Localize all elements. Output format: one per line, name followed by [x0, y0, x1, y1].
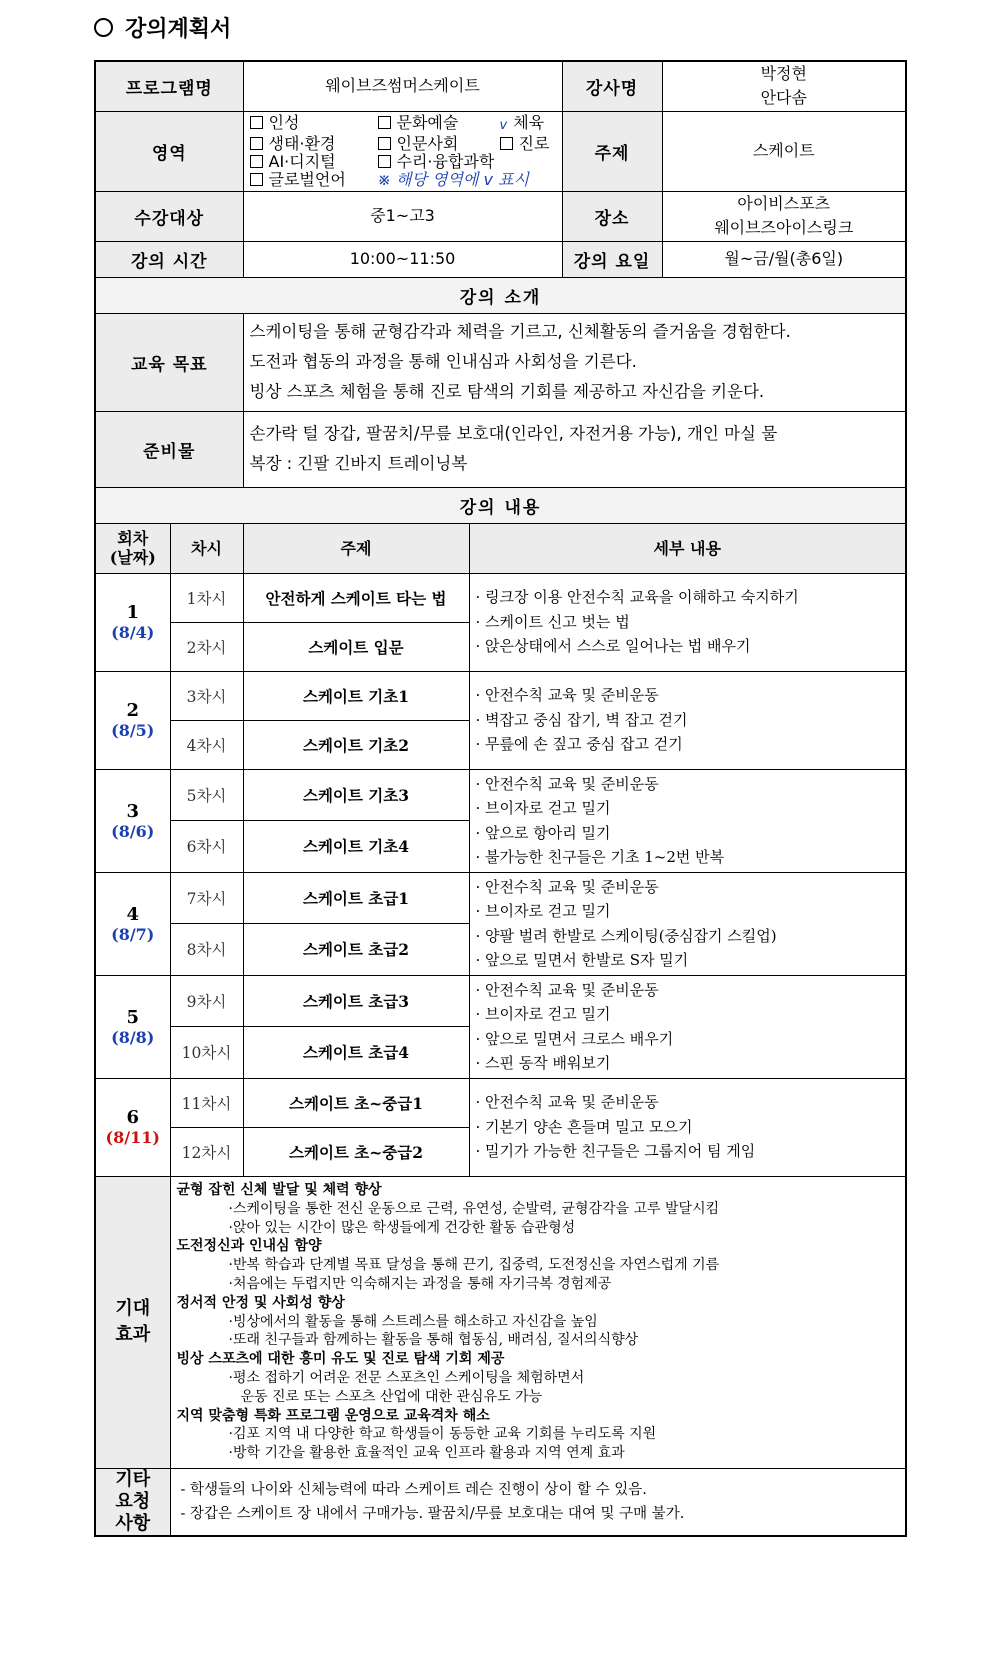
- info-row-target: [95, 191, 906, 241]
- effect-item: ·스케이팅을 통한 전신 운동으로 근력, 유연성, 순발력, 균형감각을 고루 발달시킴: [228, 1200, 720, 1217]
- effects-list: [170, 1176, 906, 1468]
- session-num: 4: [126, 903, 140, 925]
- session-date: (8/5): [111, 721, 155, 740]
- col-round-header: [95, 523, 170, 573]
- area-label-text: AI·디지털: [268, 151, 336, 171]
- detail-item: · 앞으로 밀면서 크로스 배우기: [475, 1029, 674, 1048]
- goal-item: 스케이팅을 통해 균형감각과 체력을 기르고, 신체활동의 즐거움을 경험한다.: [249, 322, 791, 341]
- area-global-language[interactable]: [250, 171, 378, 189]
- area-options: [243, 111, 562, 191]
- instructor-label: 강사명: [562, 61, 662, 111]
- area-label: 영역: [95, 111, 243, 191]
- detail-item: · 양팔 벌려 한발로 스케이팅(중심잡기 스킬업): [475, 926, 777, 945]
- session-row: [95, 573, 906, 622]
- circle-bullet-icon: [94, 18, 113, 37]
- col-date-text: (날짜): [109, 548, 156, 567]
- place-line-2: 웨이브즈아이스링크: [714, 218, 854, 237]
- detail-cell: [469, 975, 906, 1078]
- topic-cell: 스케이트 초급3: [243, 975, 469, 1027]
- session-date: (8/6): [111, 821, 155, 841]
- session-number: [95, 573, 170, 671]
- effect-item: ·빙상에서의 활동을 통해 스트레스를 해소하고 자신감을 높임: [228, 1313, 598, 1330]
- prep-label: 준비물: [95, 411, 243, 487]
- checkbox-icon[interactable]: [250, 137, 263, 150]
- intro-section-row: [95, 277, 906, 313]
- area-label-text: 인문사회: [396, 133, 459, 153]
- detail-item: · 밀기가 가능한 친구들은 그룹지어 팀 게임: [475, 1142, 756, 1161]
- page-title-text: 강의계획서: [125, 16, 232, 42]
- detail-item: · 브이자로 걷고 밀기: [475, 1005, 611, 1023]
- prep-row: [95, 411, 906, 487]
- period-cell: 12차시: [170, 1127, 243, 1176]
- topic-cell: 스케이트 초~중급1: [243, 1078, 469, 1127]
- checkbox-icon[interactable]: [500, 137, 513, 150]
- misc-item: - 학생들의 나이와 신체능력에 따라 스케이트 레슨 진행이 상이 할 수 있음.: [180, 1481, 647, 1498]
- session-num: 1: [126, 602, 140, 623]
- area-humanities-society[interactable]: [378, 135, 500, 153]
- prep-item: 손가락 털 장갑, 팔꿈치/무릎 보호대(인라인, 자전거용 가능), 개인 마실 물: [249, 424, 778, 443]
- detail-item: · 앉은상태에서 스스로 일어나는 법 배우기: [475, 637, 751, 656]
- effect-item: ·반복 학습과 단계별 목표 달성을 통해 끈기, 집중력, 도전정신을 자연스럽게 기름: [228, 1257, 720, 1274]
- detail-item: · 기본기 양손 흔들며 밀고 모으기: [475, 1117, 693, 1136]
- session-num: 5: [126, 1006, 140, 1028]
- content-section-title: 강의 내용: [95, 487, 906, 523]
- period-cell: 9차시: [170, 975, 243, 1027]
- session-date: (8/7): [111, 924, 155, 944]
- period-cell: 6차시: [170, 821, 243, 873]
- misc-label: [95, 1468, 170, 1536]
- goal-item: 도전과 협동의 과정을 통해 인내심과 사회성을 기른다.: [249, 352, 637, 371]
- effect-item: ·앉아 있는 시간이 많은 학생들에게 건강한 활동 습관형성: [228, 1219, 576, 1236]
- detail-item: · 스핀 동작 배워보기: [475, 1054, 611, 1072]
- detail-item: · 안전수칙 교육 및 준비운동: [475, 980, 659, 999]
- detail-item: · 링크장 이용 안전수칙 교육을 이해하고 숙지하기: [475, 588, 799, 607]
- session-row: [95, 975, 906, 1027]
- info-row-time: [95, 241, 906, 277]
- session-row: [95, 872, 906, 924]
- detail-item: · 벽잡고 중심 잡기, 벽 잡고 걷기: [475, 710, 688, 729]
- session-number: [95, 1078, 170, 1176]
- area-humanity[interactable]: [250, 114, 378, 132]
- session-number: [95, 872, 170, 975]
- col-round-text: 회차: [117, 529, 149, 548]
- misc-label-1: 기타: [115, 1468, 151, 1490]
- checkbox-icon[interactable]: [378, 155, 391, 168]
- info-row-area: [95, 111, 906, 191]
- period-cell: 1차시: [170, 573, 243, 622]
- effect-item: ·방학 기간을 활용한 효율적인 교육 인프라 활용과 지역 연계 효과: [228, 1445, 625, 1462]
- session-number: [95, 975, 170, 1078]
- effect-item: ·평소 접하기 어려운 전문 스포츠인 스케이팅을 체험하면서: [228, 1369, 585, 1386]
- effect-item: 운동 진로 또는 스포츠 산업에 대한 관심유도 가능: [240, 1388, 543, 1405]
- period-cell: 10차시: [170, 1027, 243, 1079]
- misc-list: [170, 1468, 906, 1536]
- place-value: [662, 191, 906, 241]
- session-date: (8/8): [111, 1027, 155, 1047]
- col-period-header: 차시: [170, 523, 243, 573]
- detail-item: · 브이자로 걷고 밀기: [475, 902, 611, 920]
- session-row: [95, 1078, 906, 1127]
- area-label-text: 인성: [268, 112, 300, 132]
- checkbox-icon[interactable]: [378, 137, 391, 150]
- detail-item: · 스케이트 신고 벗는 법: [475, 612, 630, 631]
- topic-cell: 스케이트 초급4: [243, 1027, 469, 1079]
- period-cell: 7차시: [170, 872, 243, 924]
- effects-row: [95, 1176, 906, 1468]
- checkbox-icon[interactable]: [378, 116, 391, 129]
- area-pe[interactable]: [500, 114, 545, 135]
- effect-item: ·또래 친구들과 함께하는 활동을 통해 협동심, 배려심, 질서의식향상: [228, 1332, 639, 1349]
- target-value: 중1~고3: [243, 191, 562, 241]
- detail-item: · 안전수칙 교육 및 준비운동: [475, 774, 659, 793]
- detail-cell: [469, 671, 906, 769]
- time-label: 강의 시간: [95, 241, 243, 277]
- area-label-text: 수리·융합과학: [396, 151, 495, 171]
- place-line-1: 아이비스포츠: [737, 194, 831, 213]
- effects-label-1: 기대: [115, 1298, 151, 1319]
- detail-item: · 안전수칙 교육 및 준비운동: [475, 1093, 659, 1112]
- misc-row: [95, 1468, 906, 1536]
- checkbox-icon[interactable]: [250, 155, 263, 168]
- effect-item: ·김포 지역 내 다양한 학교 학생들이 동등한 교육 기회를 누리도록 지원: [228, 1426, 657, 1443]
- period-cell: 8차시: [170, 924, 243, 976]
- checkbox-icon[interactable]: [250, 173, 263, 186]
- detail-cell: [469, 573, 906, 671]
- area-label-text: 진로: [518, 133, 550, 153]
- detail-item: · 안전수칙 교육 및 준비운동: [475, 686, 659, 705]
- topic-cell: 스케이트 기초4: [243, 821, 469, 873]
- session-row: [95, 769, 906, 821]
- area-math-science[interactable]: [378, 153, 495, 171]
- period-cell: 3차시: [170, 671, 243, 720]
- detail-item: · 불가능한 친구들은 기초 1~2번 반복: [475, 848, 725, 866]
- effect-heading: 도전정신과 인내심 함양: [176, 1238, 322, 1255]
- theme-value: 스케이트: [662, 111, 906, 191]
- area-label-text: 체육: [513, 112, 545, 132]
- instructor-value: [662, 61, 906, 111]
- area-culture-art[interactable]: [378, 114, 500, 132]
- misc-label-3: 사항: [115, 1512, 151, 1534]
- session-number: [95, 769, 170, 872]
- instructor-name-2: 안다솜: [760, 88, 807, 108]
- content-section-row: [95, 487, 906, 523]
- detail-cell: [469, 872, 906, 975]
- col-detail-header: 세부 내용: [469, 523, 906, 573]
- prep-list: [243, 411, 906, 487]
- topic-cell: 안전하게 스케이트 타는 법: [243, 573, 469, 622]
- session-row: [95, 671, 906, 720]
- checkbox-icon[interactable]: [250, 116, 263, 129]
- topic-cell: 스케이트 초급1: [243, 872, 469, 924]
- target-label: 수강대상: [95, 191, 243, 241]
- lecture-plan-table: [94, 60, 907, 1537]
- place-label: 장소: [562, 191, 662, 241]
- info-row-program: [95, 61, 906, 111]
- session-num: 3: [126, 800, 140, 822]
- goal-item: 빙상 스포츠 체험을 통해 진로 탐색의 기회를 제공하고 자신감을 키운다.: [249, 382, 765, 401]
- misc-label-2: 요청: [115, 1490, 151, 1512]
- area-label-text: 글로벌언어: [268, 169, 346, 189]
- program-value: 웨이브즈썸머스케이트: [243, 61, 562, 111]
- area-career[interactable]: [500, 135, 550, 153]
- intro-section-title: 강의 소개: [95, 277, 906, 313]
- detail-item: · 안전수칙 교육 및 준비운동: [475, 877, 659, 896]
- topic-cell: 스케이트 초급2: [243, 924, 469, 976]
- program-label: 프로그램명: [95, 61, 243, 111]
- effect-heading: 정서적 안정 및 사회성 향상: [176, 1294, 345, 1311]
- topic-cell: 스케이트 기초1: [243, 671, 469, 720]
- area-label-text: 생태·환경: [268, 133, 336, 153]
- goal-row: [95, 313, 906, 411]
- detail-cell: [469, 1078, 906, 1176]
- check-mark-icon[interactable]: v: [499, 117, 508, 133]
- detail-cell: [469, 769, 906, 872]
- effects-label: [95, 1176, 170, 1468]
- detail-item: · 앞으로 항아리 밀기: [475, 823, 611, 842]
- theme-label: 주제: [562, 111, 662, 191]
- area-ecology[interactable]: [250, 135, 378, 153]
- goal-list: [243, 313, 906, 411]
- effects-label-2: 효과: [115, 1324, 151, 1345]
- effect-heading: 빙상 스포츠에 대한 흥미 유도 및 진로 탐색 기회 제공: [176, 1351, 505, 1368]
- prep-item: 복장 : 긴팔 긴바지 트레이닝복: [249, 454, 468, 473]
- instructor-name-1: 박정현: [760, 64, 807, 84]
- page-title: [94, 12, 231, 43]
- topic-cell: 스케이트 초~중급2: [243, 1127, 469, 1176]
- content-header-row: [95, 523, 906, 573]
- period-cell: 4차시: [170, 720, 243, 769]
- area-note: ※ 해당 영역에 v 표시: [377, 169, 529, 189]
- session-num: 6: [126, 1107, 140, 1128]
- area-ai-digital[interactable]: [250, 153, 378, 171]
- session-number: [95, 671, 170, 769]
- session-date: (8/4): [111, 623, 155, 642]
- effect-item: ·처음에는 두렵지만 익숙해지는 과정을 통해 자기극복 경험제공: [228, 1276, 612, 1292]
- day-label: 강의 요일: [562, 241, 662, 277]
- topic-cell: 스케이트 기초3: [243, 769, 469, 821]
- period-cell: 11차시: [170, 1078, 243, 1127]
- topic-cell: 스케이트 기초2: [243, 720, 469, 769]
- topic-cell: 스케이트 입문: [243, 622, 469, 671]
- effect-heading: 지역 맞춤형 특화 프로그램 운영으로 교육격차 해소: [176, 1407, 490, 1424]
- day-value: 월~금/월(총6일): [662, 241, 906, 277]
- misc-item: - 장갑은 스케이트 장 내에서 구매가능. 팔꿈치/무릎 보호대는 대여 및 구매 불가.: [180, 1505, 685, 1522]
- goal-label: 교육 목표: [95, 313, 243, 411]
- effect-heading: 균형 잡힌 신체 발달 및 체력 향상: [176, 1182, 382, 1199]
- time-value: 10:00~11:50: [243, 241, 562, 277]
- session-date: (8/11): [105, 1128, 160, 1147]
- session-num: 2: [126, 700, 140, 721]
- detail-item: · 브이자로 걷고 밀기: [475, 799, 611, 817]
- detail-item: · 무릎에 손 짚고 중심 잡고 걷기: [475, 735, 683, 754]
- detail-item: · 앞으로 밀면서 한발로 S자 밀기: [475, 951, 689, 969]
- period-cell: 2차시: [170, 622, 243, 671]
- period-cell: 5차시: [170, 769, 243, 821]
- area-label-text: 문화예술: [396, 112, 459, 132]
- col-topic-header: 주제: [243, 523, 469, 573]
